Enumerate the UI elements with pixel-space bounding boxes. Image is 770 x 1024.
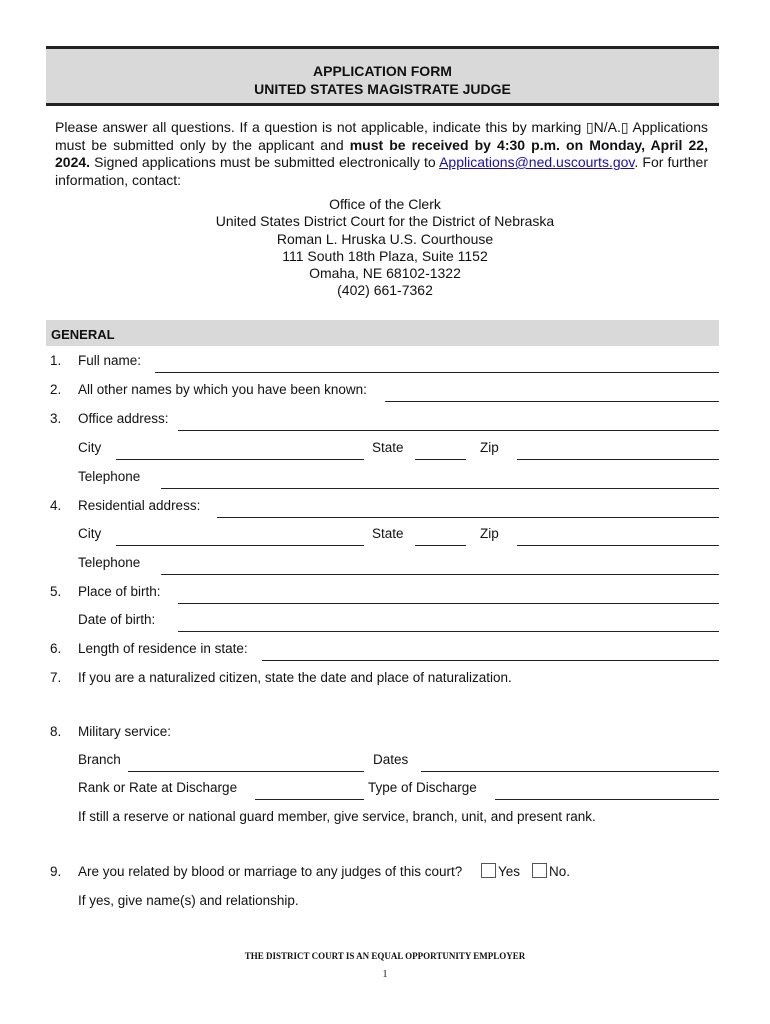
email-link[interactable]: Applications@ned.uscourts.gov [439, 154, 635, 170]
section-header-general [46, 320, 719, 346]
military-service-label: Military service: [78, 724, 172, 739]
office-city-label: City [78, 440, 102, 455]
discharge-type-label: Type of Discharge [368, 780, 477, 795]
form-subtitle: UNITED STATES MAGISTRATE JUDGE [254, 81, 511, 97]
question-number: 7. [50, 670, 62, 685]
residence-length-field[interactable] [262, 660, 719, 661]
office-address-field[interactable] [178, 430, 719, 431]
question-number: 9. [50, 864, 62, 879]
dates-label: Dates [373, 752, 409, 767]
residence-length-label: Length of residence in state: [78, 641, 248, 656]
residential-zip-field[interactable] [517, 545, 719, 546]
residential-state-field[interactable] [415, 545, 466, 546]
contact-phone: (402) 661-7362 [337, 282, 433, 299]
instructions-text-2: Signed applications must be submitted electronically to [90, 154, 440, 170]
office-state-field[interactable] [415, 459, 466, 460]
residential-telephone-field[interactable] [161, 574, 719, 575]
rank-field[interactable] [255, 799, 364, 800]
question-number: 3. [50, 411, 62, 426]
no-checkbox[interactable] [532, 863, 547, 878]
reserve-label: If still a reserve or national guard member, give service, branch, unit, and present rank. [78, 809, 596, 824]
full-name-label: Full name: [78, 353, 142, 368]
naturalization-label: If you are a naturalized citizen, state the date and place of naturalization. [78, 670, 512, 685]
question-number: 5. [50, 584, 62, 599]
question-number: 8. [50, 724, 62, 739]
yes-label: Yes [498, 864, 521, 879]
discharge-type-field[interactable] [495, 799, 719, 800]
contact-building: Roman L. Hruska U.S. Courthouse [276, 230, 494, 247]
place-of-birth-label: Place of birth: [78, 584, 161, 599]
office-city-field[interactable] [116, 459, 364, 460]
branch-label: Branch [78, 752, 121, 767]
deadline-text: must be received by 4:30 p.m. on Monday, April 22, 2024. [55, 136, 708, 170]
instructions-text: Please answer all questions. If a question is not applicable, indicate this by marking ▯N/A.▯ Applications must be submitted only by the applicant and [55, 119, 708, 153]
residential-state-label: State [372, 526, 404, 541]
residential-address-label: Residential address: [78, 498, 201, 513]
other-names-label: All other names by which you have been known: [78, 382, 367, 397]
residential-city-label: City [78, 526, 102, 541]
residential-zip-label: Zip [480, 526, 499, 541]
section-label: GENERAL [51, 327, 115, 342]
date-of-birth-field[interactable] [178, 631, 719, 632]
branch-field[interactable] [128, 771, 364, 772]
yes-checkbox[interactable] [481, 863, 496, 878]
contact-court: United States District Court for the District of Nebraska [215, 213, 555, 230]
full-name-field[interactable] [155, 372, 719, 373]
question-number: 1. [50, 353, 62, 368]
form-title: APPLICATION FORM [313, 63, 452, 79]
equal-opportunity-footer: THE DISTRICT COURT IS AN EQUAL OPPORTUNITY EMPLOYER [244, 951, 526, 961]
place-of-birth-field[interactable] [178, 603, 719, 604]
instructions-paragraph [55, 119, 708, 189]
residential-address-field[interactable] [217, 517, 719, 518]
question-number: 4. [50, 498, 62, 513]
rank-label: Rank or Rate at Discharge [78, 780, 238, 795]
office-address-label: Office address: [78, 411, 169, 426]
page-number: 1 [382, 969, 388, 980]
no-label: No. [549, 864, 571, 879]
office-zip-field[interactable] [517, 459, 719, 460]
office-telephone-label: Telephone [78, 469, 141, 484]
contact-street: 111 South 18th Plaza, Suite 1152 [282, 247, 488, 264]
dates-field[interactable] [421, 771, 719, 772]
residential-city-field[interactable] [116, 545, 364, 546]
office-state-label: State [372, 440, 404, 455]
question-number: 6. [50, 641, 62, 656]
other-names-field[interactable] [385, 401, 719, 402]
instructions-text-3: . For further information, contact: [55, 154, 708, 188]
date-of-birth-label: Date of birth: [78, 612, 156, 627]
office-telephone-field[interactable] [161, 488, 719, 489]
related-to-judge-label: Are you related by blood or marriage to any judges of this court? [78, 864, 463, 879]
contact-office: Office of the Clerk [329, 196, 441, 212]
office-zip-label: Zip [480, 440, 499, 455]
relationship-label: If yes, give name(s) and relationship. [78, 893, 299, 908]
residential-telephone-label: Telephone [78, 555, 141, 570]
question-number: 2. [50, 382, 62, 397]
form-title-box [46, 46, 719, 106]
contact-city: Omaha, NE 68102-1322 [309, 265, 461, 282]
contact-address [0, 196, 770, 300]
